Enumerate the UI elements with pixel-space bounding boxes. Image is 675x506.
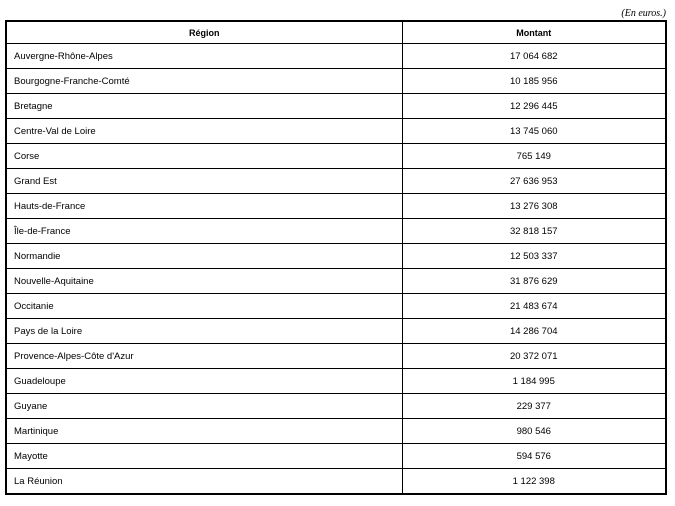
- region-cell: Corse: [6, 144, 402, 169]
- region-cell: Île-de-France: [6, 219, 402, 244]
- amount-cell: 1 184 995: [402, 369, 666, 394]
- region-cell: Mayotte: [6, 444, 402, 469]
- region-cell: La Réunion: [6, 469, 402, 495]
- table-row: [6, 269, 666, 294]
- table-row: [6, 94, 666, 119]
- table-row: [6, 394, 666, 419]
- table-row: [6, 469, 666, 495]
- amount-cell: 12 296 445: [402, 94, 666, 119]
- amount-cell: 20 372 071: [402, 344, 666, 369]
- amount-cell: 1 122 398: [402, 469, 666, 495]
- amount-cell: 980 546: [402, 419, 666, 444]
- table-row: [6, 119, 666, 144]
- amount-cell: 17 064 682: [402, 44, 666, 69]
- amount-cell: 32 818 157: [402, 219, 666, 244]
- region-cell: Occitanie: [6, 294, 402, 319]
- amount-cell: 594 576: [402, 444, 666, 469]
- amount-cell: 765 149: [402, 144, 666, 169]
- amount-cell: 27 636 953: [402, 169, 666, 194]
- amount-cell: 13 276 308: [402, 194, 666, 219]
- amount-cell: 21 483 674: [402, 294, 666, 319]
- table-row: [6, 294, 666, 319]
- table-row: [6, 194, 666, 219]
- region-cell: Provence-Alpes-Côte d'Azur: [6, 344, 402, 369]
- table-row: [6, 419, 666, 444]
- amount-cell: 13 745 060: [402, 119, 666, 144]
- table-row: [6, 244, 666, 269]
- region-cell: Nouvelle-Aquitaine: [6, 269, 402, 294]
- table-row: [6, 169, 666, 194]
- table-row: [6, 44, 666, 69]
- amount-cell: 31 876 629: [402, 269, 666, 294]
- region-cell: Centre-Val de Loire: [6, 119, 402, 144]
- table-body: [6, 44, 666, 495]
- region-cell: Bretagne: [6, 94, 402, 119]
- amount-cell: 229 377: [402, 394, 666, 419]
- amount-column-header: Montant: [402, 21, 666, 44]
- region-cell: Hauts-de-France: [6, 194, 402, 219]
- unit-note: (En euros.): [621, 8, 666, 19]
- amount-cell: 14 286 704: [402, 319, 666, 344]
- table-row: [6, 319, 666, 344]
- region-amount-table: [5, 20, 667, 495]
- region-column-header: Région: [6, 21, 402, 44]
- region-cell: Guyane: [6, 394, 402, 419]
- region-cell: Auvergne-Rhône-Alpes: [6, 44, 402, 69]
- region-cell: Bourgogne-Franche-Comté: [6, 69, 402, 94]
- region-cell: Martinique: [6, 419, 402, 444]
- table-row: [6, 144, 666, 169]
- region-cell: Guadeloupe: [6, 369, 402, 394]
- amount-cell: 10 185 956: [402, 69, 666, 94]
- table-row: [6, 344, 666, 369]
- table-row: [6, 69, 666, 94]
- table-row: [6, 219, 666, 244]
- table-header-row: [6, 21, 666, 44]
- region-cell: Normandie: [6, 244, 402, 269]
- table-row: [6, 369, 666, 394]
- table-row: [6, 444, 666, 469]
- amount-cell: 12 503 337: [402, 244, 666, 269]
- region-cell: Grand Est: [6, 169, 402, 194]
- region-cell: Pays de la Loire: [6, 319, 402, 344]
